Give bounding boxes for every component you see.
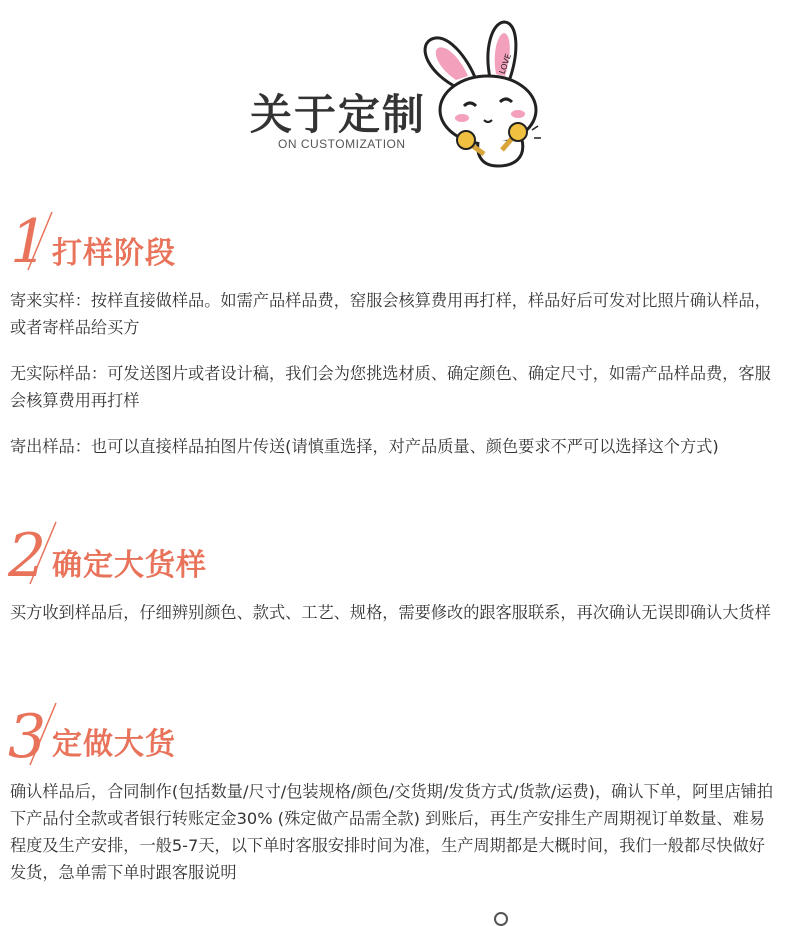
love-label: LOVE [497,52,514,76]
step-number-1-icon [6,206,54,276]
step-number-3-icon [6,697,58,771]
step-1-title: 打样阶段 [52,236,176,271]
step-number-2-icon [6,516,58,590]
rabbit-mascot-icon [418,18,558,170]
step-3-title: 定做大货 [52,727,176,762]
page-title: 关于定制 [250,90,427,139]
decorative-circle-icon [494,912,508,926]
step-1-paragraph-2: 无实际样品：可发送图片或者设计稿，我们会为您挑选材质、确定颜色、确定尺寸，如需产品样品费，客服会核算费用再打样 [10,364,771,410]
svg-text:3: 3 [8,702,47,771]
header [0,0,790,190]
svg-text:2: 2 [8,521,47,590]
step-1-paragraph-1: 寄来实样：按样直接做样品。如需产品样品费，窑服会核算费用再打样，样品好后可发对比照片确认样品，或者寄样品给买方 [10,291,771,337]
step-3-paragraph-1: 确认样品后，合同制作(包括数量/尺寸/包装规格/颜色/交货期/发货方式/货款/运费)，确认下单，阿里店铺拍下产品付全款或者银行转账定金30% (殊定做产品需全款) 到账后，再生产安排生产周期视订单数量、难易程度及生产安排，一般5-7天，以下单时客服安排时间为准，生产周期都是大概时间，我们一般都尽快做好发货，急单需下单时跟客服说明 [10,782,774,882]
step-2-title: 确定大货样 [52,548,207,583]
page-subtitle: ON CUSTOMIZATION [278,137,406,151]
svg-text:1: 1 [10,207,49,276]
step-2-paragraph-1: 买方收到样品后，仔细辨别颜色、款式、工艺、规格，需要修改的跟客服联系，再次确认无误即确认大货样 [10,603,771,622]
step-1-paragraph-3: 寄出样品：也可以直接样品拍图片传送(请慎重选择，对产品质量、颜色要求不严可以选择这个方式) [10,437,719,456]
